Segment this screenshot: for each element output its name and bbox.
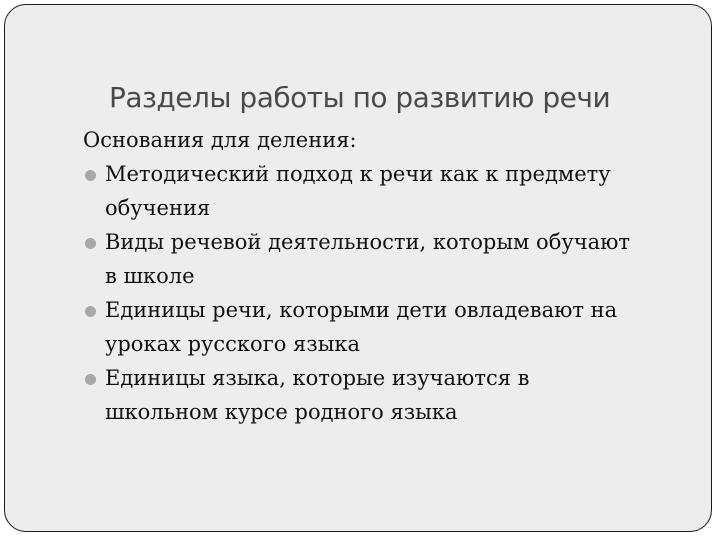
- bullet-dot-icon: [85, 170, 96, 181]
- bullet-line: Методический подход к речи как к предмету: [105, 162, 611, 186]
- bullet-line: Единицы речи, которыми дети овладевают на: [105, 298, 618, 322]
- slide-title: Разделы работы по развитию речи: [109, 81, 611, 114]
- bullet-line: Единицы языка, которые изучаются в: [105, 366, 530, 390]
- bullet-dot-icon: [85, 374, 96, 385]
- bullet-dot-icon: [85, 306, 96, 317]
- slide-body: [83, 123, 683, 429]
- bullet-item: [83, 293, 683, 361]
- bullet-item: [83, 361, 683, 429]
- bullet-list: [83, 157, 683, 429]
- bullet-line: школьном курсе родного языка: [105, 400, 458, 424]
- lead-text: Основания для деления:: [83, 128, 357, 152]
- bullet-item: [83, 157, 683, 225]
- bullet-line: в школе: [105, 264, 195, 288]
- bullet-item: [83, 225, 683, 293]
- bullet-line: уроках русского языка: [105, 332, 361, 356]
- slide-frame: [4, 4, 712, 532]
- bullet-line: Виды речевой деятельности, которым обучают: [105, 230, 630, 254]
- bullet-dot-icon: [85, 238, 96, 249]
- bullet-line: обучения: [105, 196, 211, 220]
